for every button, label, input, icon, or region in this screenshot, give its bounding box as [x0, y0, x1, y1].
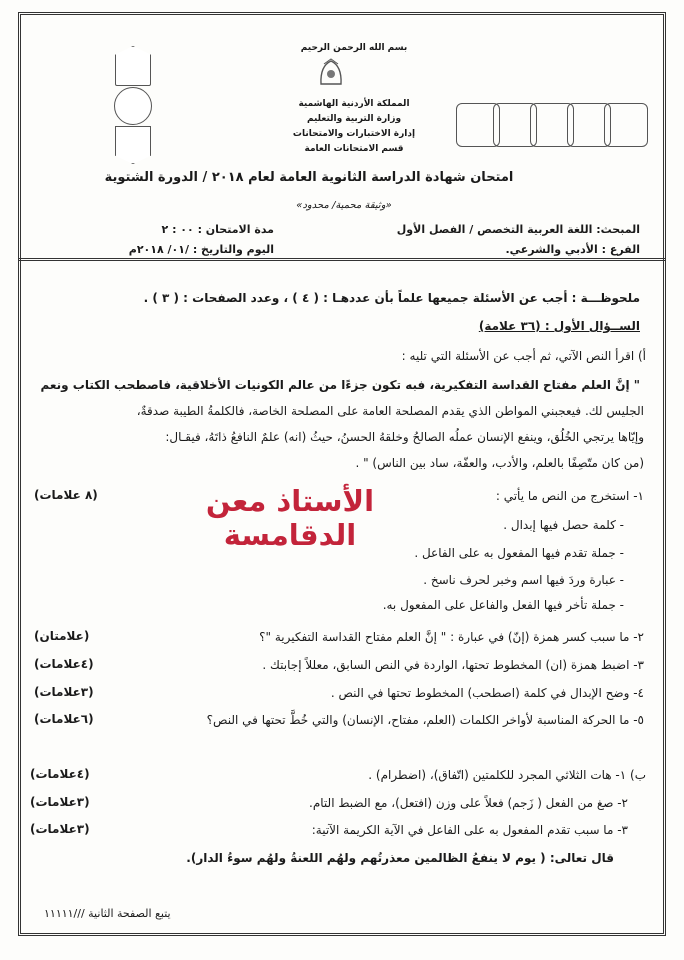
passage-line: الجليس لك. فيعجبني المواطن الذي يقدم المصلحة العامة على المصلحة الخاصة، فالكلمةُ الطيبة صدقةٌ،	[136, 404, 644, 418]
part-a-intro: أ) اقرأ النص الآتي، ثم أجب عن الأسئلة التي تليه :	[401, 349, 646, 363]
part-b-item: ٣- ما سبب تقدم المفعول به على الفاعل في الآية الكريمة الآتية:	[311, 823, 628, 837]
question-item: ٢- ما سبب كسر همزة (إنّ) في عبارة : " إنَّ العلم مفتاح القداسة التفكيرية "؟	[259, 630, 644, 644]
institution-line: المملكة الأردنية الهاشمية	[298, 99, 410, 109]
part-b-item: ب) ١- هات الثلاثي المجرد للكلمتين (اتّفاق)، (اضطرام) .	[368, 768, 646, 782]
basmala: بسم الله الرحمن الرحيم	[300, 43, 408, 53]
question-marks: (٨ علامات)	[34, 488, 98, 502]
answer-box	[604, 103, 648, 147]
quran-verse: قال تعالى: ( يوم لا ينفعُ الظالمين معذرتُهم ولهُم اللعنةُ ولهُم سوءُ الدار).	[186, 851, 614, 865]
institution-line: إدارة الاختبارات والامتحانات	[292, 129, 416, 139]
institution-line: وزارة التربية والتعليم	[306, 114, 402, 124]
institution-line: قسم الامتحانات العامة	[304, 144, 404, 154]
watermark: الأستاذ معن الدقامسة	[205, 484, 375, 552]
question-marks: (٦علامات)	[34, 712, 94, 726]
question-item: ٥- ما الحركة المناسبة لأواخر الكلمات (العلم، مفتاح، الإنسان) والتي خُطَّ تحتها في النص؟	[206, 713, 644, 727]
subject: المبحث: اللغة العربية التخصص / الفصل الأول	[396, 223, 640, 236]
jordan-emblem-logo	[318, 58, 344, 88]
footer-continue: يتبع الصفحة الثانية ///١١١١١	[44, 907, 171, 920]
classification: «وثيقة محمية/ محدود»	[296, 200, 392, 211]
question-item: ٣- اضبط همزة (ان) المخطوط تحتها، الواردة في النص السابق، معللاً إجابتك .	[262, 658, 644, 672]
question-1-title: الســؤال الأول : (٣٦ علامة)	[478, 319, 640, 333]
exam-date: اليوم والتاريخ : /٠١/ ٢٠١٨م	[128, 243, 274, 256]
passage-line: (من كان متّصِفًا بالعلم، والأدب، والعفّة، ساد بين الناس) " .	[355, 456, 644, 470]
question-subitem: - عبارة وردَ فيها اسم وخبر لحرف ناسخ .	[423, 573, 624, 587]
question-marks: (٣علامات)	[34, 685, 94, 699]
exam-duration: مدة الامتحان : ٠٠ : ٢	[161, 223, 274, 236]
question-marks: (٤علامات)	[34, 657, 94, 671]
question-subitem: - جملة تأخر فيها الفعل والفاعل على المفعول به.	[382, 598, 624, 612]
question-marks: (٤علامات)	[30, 767, 90, 781]
passage-line: " إنَّ العلم مفتاح القداسة التفكيرية، فبه تكون جزءًا من عالم الكونيات الأخلاقية، فاصطحب الكتاب ونعم	[40, 378, 640, 392]
note: ملحوظـــة : أجب عن الأسئلة جميعها علماً بأن عددهـا : ( ٤ ) ، وعدد الصفحات : ( ٣ ) .	[143, 291, 640, 305]
part-b-item: ٢- صغ من الفعل ( زَجم) فعلاً على وزن (افتعل)، مع الضبط التام.	[309, 796, 628, 810]
question-marks: (علامتان)	[34, 629, 90, 643]
exam-title: امتحان شهادة الدراسة الثانوية العامة لعام ٢٠١٨ / الدورة الشتوية	[104, 170, 514, 185]
passage-line: وإيّاها يرتجي الخُلُق، وينفع الإنسان عملُه الصالحُ وخلقهُ الحسنُ، حيثُ (انه) علمٌ النافعُ ذاتَهُ، فيقـال:	[165, 430, 644, 444]
question-subitem: - كلمة حصل فيها إبدال .	[503, 518, 624, 532]
header-divider	[18, 258, 666, 261]
shape-circle	[114, 87, 152, 125]
question-item: ١- استخرج من النص ما يأتي :	[495, 489, 644, 503]
question-marks: (٣علامات)	[30, 822, 90, 836]
branch: الفرع : الأدبي والشرعي.	[505, 243, 640, 256]
question-item: ٤- وضح الإبدال في كلمة (اصطحب) المخطوط تحتها في النص .	[330, 686, 644, 700]
question-marks: (٣علامات)	[30, 795, 90, 809]
question-subitem: - جملة تقدم فيها المفعول به على الفاعل .	[414, 546, 624, 560]
